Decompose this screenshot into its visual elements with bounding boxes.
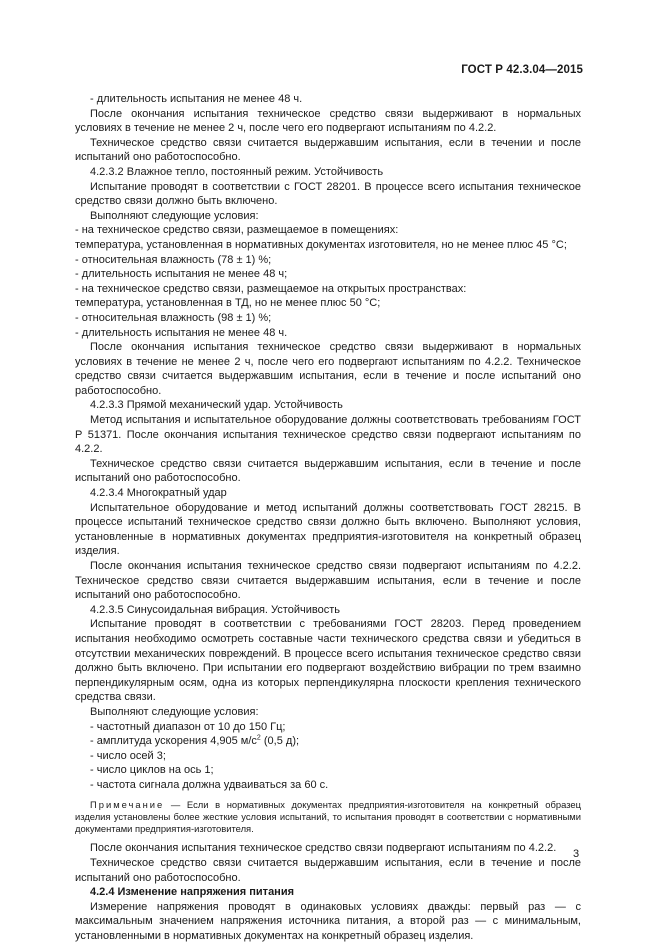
paragraph: Испытательное оборудование и метод испытаний должны соответствовать ГОСТ 28215. В процессе испытаний техническое средство связи должно быть включено. Выполняют условия, установленные в нормативных документах предприятия-изготовителя на конкретный образец изделия.	[75, 501, 581, 558]
list-item: - частотный диапазон от 10 до 150 Гц;	[90, 720, 286, 733]
paragraph: После окончания испытания техническое средство связи выдерживают в нормальных условиях в течение не менее 2 ч, после чего его подвергают испытаниям по 4.2.2. Техническое средство связи считается выдержавшим испытания, если в течение и после испытаний оно работоспособно.	[75, 341, 581, 397]
section-heading: 4.2.3.3 Прямой механический удар. Устойчивость	[90, 399, 343, 412]
document-body	[75, 92, 581, 944]
page-number: 3	[573, 848, 580, 860]
paragraph: Измерение напряжения проводят в одинаковых условиях дважды: первый раз — с максимальным значением напряжения источника питания, а второй раз — с минимальным, установленными в нормативных документах на конкретный образец изделия.	[75, 900, 581, 942]
section-heading: 4.2.3.5 Синусоидальная вибрация. Устойчивость	[90, 603, 340, 616]
list-item: - длительность испытания не менее 48 ч.	[75, 326, 288, 339]
superscript: 2	[256, 734, 261, 742]
document-header: ГОСТ Р 42.3.04—2015	[461, 64, 583, 76]
paragraph: Метод испытания и испытательное оборудование должны соответствовать требованиям ГОСТ Р 51371. После окончания испытания техническое средство связи подвергают испытаниям по 4.2.2.	[75, 414, 581, 456]
list-item: - длительность испытания не менее 48 ч;	[75, 268, 288, 281]
paragraph: Испытание проводят в соответствии с требованиями ГОСТ 28203. Перед проведением испытания необходимо осмотреть составные части технического средства связи и убедиться в отсутствии механических повреждений. В процессе всего испытания техническое средство связи должно быть включено. При испытании его подвергают воздействию вибрации по трем взаимно перпендикулярным осям, одна из которых перпендикулярна плоскости крепления технического средства связи.	[75, 618, 581, 704]
paragraph: Выполняют следующие условия:	[90, 705, 259, 718]
amplitude-text: - амплитуда ускорения 4,905 м/с	[90, 735, 257, 748]
list-item: - относительная влажность (98 ± 1) %;	[75, 311, 272, 324]
amplitude-text-end: (0,5 д);	[260, 735, 300, 748]
list-item: - число осей 3;	[90, 749, 166, 762]
section-heading: 4.2.4 Изменение напряжения питания	[90, 886, 295, 899]
section-heading: 4.2.3.2 Влажное тепло, постоянный режим. Устойчивость	[90, 165, 384, 178]
note	[75, 799, 581, 836]
list-item: - частота сигнала должна удваиваться за 60 с.	[90, 778, 329, 791]
paragraph: После окончания испытания техническое средство связи подвергают испытаниям по 4.2.2. Техническое средство связи считается выдержавшим испытания, если в течение и после испытаний оно работоспособно.	[75, 560, 581, 602]
note-text: — Если в нормативных документах предприятия-изготовителя на конкретный образец изделия установлены более жесткие условия испытаний, то испытания проводят в соответствии с нормативными документами предприятия-изготовителя.	[75, 798, 581, 835]
list-item: - на техническое средство связи, размещаемое на открытых пространствах:	[75, 282, 467, 295]
list-item: - относительная влажность (78 ± 1) %;	[75, 253, 272, 266]
paragraph: Выполняют следующие условия:	[90, 209, 259, 222]
list-item: - на техническое средство связи, размещаемое в помещениях:	[75, 224, 399, 237]
paragraph: Техническое средство связи считается выдержавшим испытания, если в течение и после испытаний оно работоспособно.	[75, 457, 581, 485]
paragraph: Техническое средство связи считается выдержавшим испытания, если в течение и после испытаний оно работоспособно.	[75, 856, 581, 884]
paragraph: Испытание проводят в соответствии с ГОСТ 28201. В процессе всего испытания техническое средство связи должно быть включено.	[75, 180, 581, 208]
note-label: Примечание	[90, 798, 165, 810]
list-item	[75, 734, 581, 749]
paragraph: температура, установленная в нормативных документах изготовителя, но не менее плюс 45 °С;	[75, 238, 567, 251]
paragraph: После окончания испытания техническое средство связи подвергают испытаниям по 4.2.2.	[90, 842, 557, 855]
paragraph: температура, установленная в ТД, но не менее плюс 50 °С;	[75, 297, 381, 310]
paragraph: Техническое средство связи считается выдержавшим испытания, если в течении и после испытаний оно работоспособно.	[75, 136, 581, 164]
section-heading: 4.2.3.4 Многократный удар	[90, 487, 227, 500]
paragraph: После окончания испытания техническое средство связи выдерживают в нормальных условиях в течение не менее 2 ч, после чего его подвергают испытаниям по 4.2.2.	[75, 107, 581, 135]
list-item: - число циклов на ось 1;	[90, 764, 214, 777]
list-item: - длительность испытания не менее 48 ч.	[90, 93, 303, 105]
